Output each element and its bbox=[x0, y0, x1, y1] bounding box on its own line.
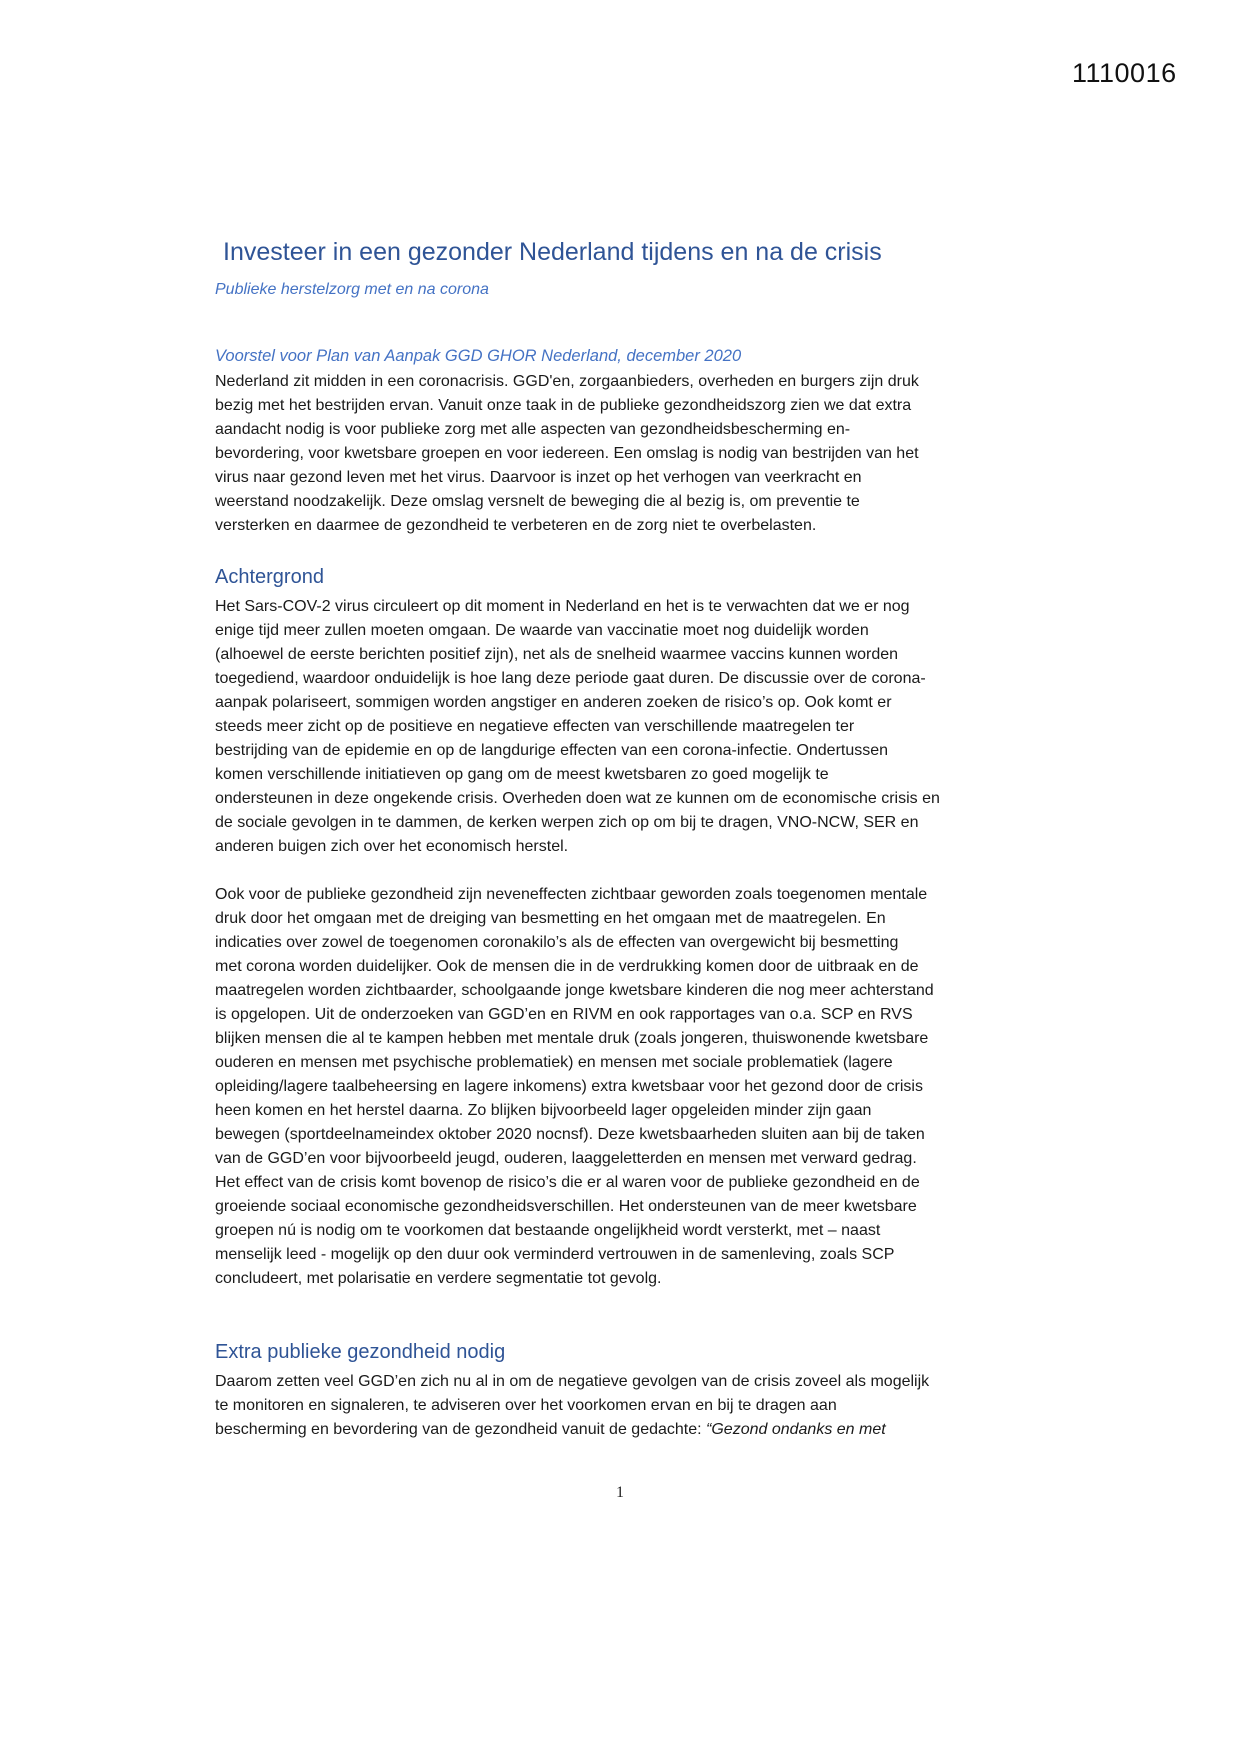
text-line: Nederland zit midden in een coronacrisis. GGD'en, zorgaanbieders, overheden en burgers zijn druk bbox=[215, 373, 919, 390]
text-line: concludeert, met polarisatie en verdere segmentatie tot gevolg. bbox=[215, 1270, 662, 1287]
achtergrond-paragraph-1 bbox=[215, 595, 1035, 859]
intro-paragraph bbox=[215, 370, 1035, 538]
text-fragment: bescherming en bevordering van de gezondheid vanuit de gedachte: bbox=[215, 1421, 707, 1438]
text-line: aanpak polariseert, sommigen worden angstiger en anderen zoeken de risico’s op. Ook komt er bbox=[215, 694, 892, 711]
text-line: de sociale gevolgen in te dammen, de kerken werpen zich op om bij te dragen, VNO-NCW, SER en bbox=[215, 814, 919, 831]
text-line: maatregelen worden zichtbaarder, schoolgaande jonge kwetsbare kinderen die nog meer achterstand bbox=[215, 982, 934, 999]
text-line: Ook voor de publieke gezondheid zijn neveneffecten zichtbaar geworden zoals toegenomen mentale bbox=[215, 886, 928, 903]
text-line: versterken en daarmee de gezondheid te verbeteren en de zorg niet te overbelasten. bbox=[215, 517, 817, 534]
document-id: 1110016 bbox=[1072, 58, 1177, 88]
text-line: groepen nú is nodig om te voorkomen dat bestaande ongelijkheid wordt versterkt, met – naast bbox=[215, 1222, 881, 1239]
text-line: Het Sars-COV-2 virus circuleert op dit moment in Nederland en het is te verwachten dat we er nog bbox=[215, 598, 910, 615]
text-line: Daarom zetten veel GGD’en zich nu al in om de negatieve gevolgen van de crisis zoveel als mogelijk bbox=[215, 1373, 930, 1390]
text-line: (alhoewel de eerste berichten positief zijn), net als de snelheid waarmee vaccins kunnen worden bbox=[215, 646, 899, 663]
achtergrond-paragraph-2 bbox=[215, 883, 1035, 1291]
text-line: menselijk leed - mogelijk op den duur ook verminderd vertrouwen in de samenleving, zoals SCP bbox=[215, 1246, 895, 1263]
text-line: steeds meer zicht op de positieve en negatieve effecten van verschillende maatregelen ter bbox=[215, 718, 855, 735]
extra-paragraph-1 bbox=[215, 1370, 1035, 1442]
text-line: met corona worden duidelijker. Ook de mensen die in de verdrukking komen door de uitbraak en de bbox=[215, 958, 919, 975]
text-line: te monitoren en signaleren, te adviseren over het voorkomen ervan en bij te dragen aan bbox=[215, 1397, 837, 1414]
text-line: blijken mensen die al te kampen hebben met mentale druk (zoals jongeren, thuiswonende kwetsbare bbox=[215, 1030, 929, 1047]
text-line: anderen buigen zich over het economisch herstel. bbox=[215, 838, 569, 855]
italic-quote: “Gezond ondanks en met bbox=[706, 1421, 886, 1438]
text-line: heen komen en het herstel daarna. Zo blijken bijvoorbeeld lager opgeleiden minder zijn gaan bbox=[215, 1102, 872, 1119]
text-line: toegediend, waardoor onduidelijk is hoe lang deze periode gaat duren. De discussie over de corona- bbox=[215, 670, 926, 687]
text-line: enige tijd meer zullen moeten omgaan. De waarde van vaccinatie moet nog duidelijk worden bbox=[215, 622, 869, 639]
text-line: opleiding/lagere taalbeheersing en lagere inkomens) extra kwetsbaar voor het gezond door de crisis bbox=[215, 1078, 923, 1095]
text-line: bevordering, voor kwetsbare groepen en voor iedereen. Een omslag is nodig van bestrijden van het bbox=[215, 445, 919, 462]
proposal-line: Voorstel voor Plan van Aanpak GGD GHOR Nederland, december 2020 bbox=[215, 347, 742, 365]
text-line: Het effect van de crisis komt bovenop de risico’s die er al waren voor de publieke gezondheid en de bbox=[215, 1174, 920, 1191]
text-line: groeiende sociaal economische gezondheidsverschillen. Het ondersteunen van de meer kwetsbare bbox=[215, 1198, 917, 1215]
text-line: weerstand noodzakelijk. Deze omslag versnelt de beweging die al bezig is, om preventie te bbox=[215, 493, 860, 510]
text-line: druk door het omgaan met de dreiging van besmetting en het omgaan met de maatregelen. En bbox=[215, 910, 886, 927]
text-line: van de GGD’en voor bijvoorbeeld jeugd, ouderen, laaggeletterden en mensen met verward gedrag. bbox=[215, 1150, 917, 1167]
page-number: 1 bbox=[616, 1484, 624, 1501]
text-line: virus naar gezond leven met het virus. Daarvoor is inzet op het verhogen van veerkracht en bbox=[215, 469, 862, 486]
document-subtitle: Publieke herstelzorg met en na corona bbox=[215, 281, 489, 298]
section-heading-achtergrond: Achtergrond bbox=[215, 566, 324, 588]
text-line: indicaties over zowel de toegenomen coronakilo’s als de effecten van overgewicht bij besmetting bbox=[215, 934, 899, 951]
text-line: bestrijding van de epidemie en op de langdurige effecten van een corona-infectie. Ondertussen bbox=[215, 742, 889, 759]
text-line bbox=[215, 1418, 1035, 1442]
text-line: komen verschillende initiatieven op gang om de meest kwetsbaren zo goed mogelijk te bbox=[215, 766, 829, 783]
document-title: Investeer in een gezonder Nederland tijdens en na de crisis bbox=[223, 238, 882, 266]
text-line: is opgelopen. Uit de onderzoeken van GGD’en en RIVM en ook rapportages van o.a. SCP en RVS bbox=[215, 1006, 913, 1023]
text-line: ouderen en mensen met psychische problematiek) en mensen met sociale problematiek (lagere bbox=[215, 1054, 893, 1071]
text-line: ondersteunen in deze ongekende crisis. Overheden doen wat ze kunnen om de economische crisis en bbox=[215, 790, 940, 807]
text-line: aandacht nodig is voor publieke zorg met alle aspecten van gezondheidsbescherming en- bbox=[215, 421, 851, 438]
text-line: bewegen (sportdeelnameindex oktober 2020 nocnsf). Deze kwetsbaarheden sluiten aan bij de taken bbox=[215, 1126, 925, 1143]
text-line: bezig met het bestrijden ervan. Vanuit onze taak in de publieke gezondheidszorg zien we dat extra bbox=[215, 397, 912, 414]
section-heading-extra-publieke-gezondheid: Extra publieke gezondheid nodig bbox=[215, 1341, 506, 1363]
